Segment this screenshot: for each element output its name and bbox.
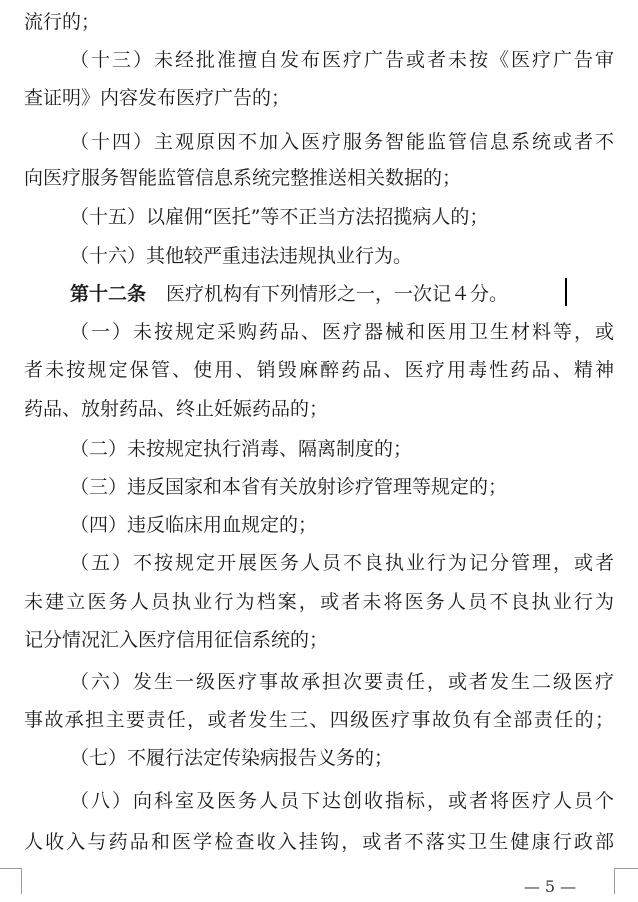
text-line: 者未按规定保管、使用、销毁麻醉药品、医疗用毒性药品、精神: [24, 359, 614, 381]
text-line: （七）不履行法定传染病报告义务的；: [70, 747, 394, 769]
text-line: 药品、放射药品、终止妊娠药品的；: [24, 398, 329, 420]
page-number: — 5 —: [523, 877, 577, 896]
text-line: 向医疗服务智能监管信息系统完整推送相关数据的；: [24, 167, 462, 189]
text-line: （四）违反临床用血规定的；: [70, 514, 318, 536]
text-line: （三）违反国家和本省有关放射诊疗管理等规定的；: [70, 476, 508, 498]
text-line: 记分情况汇入医疗信用征信系统的；: [24, 629, 329, 651]
crop-mark: [614, 868, 615, 894]
text-line: 人收入与药品和医学检查收入挂钩，或者不落实卫生健康行政部: [24, 831, 614, 853]
text-line: （十五）以雇佣“医托”等不正当方法招揽病人的；: [70, 206, 489, 228]
crop-mark: [614, 868, 638, 869]
text-line: 事故承担主要责任，或者发生三、四级医疗事故负有全部责任的；: [24, 709, 614, 731]
text-line: （二）未按规定执行消毒、隔离制度的；: [70, 438, 413, 460]
text-cursor: [565, 278, 567, 306]
text-line: （六）发生一级医疗事故承担次要责任，或者发生二级医疗: [70, 671, 614, 693]
text-line: （一）未按规定采购药品、医疗器械和医用卫生材料等，或: [70, 321, 614, 343]
text-line: 查证明》内容发布医疗广告的；: [24, 87, 291, 109]
crop-mark: [21, 868, 22, 894]
text-line: （十四）主观原因不加入医疗服务智能监管信息系统或者不: [70, 131, 614, 153]
text-line: 流行的；: [24, 11, 101, 33]
text-line: （十六）其他较严重违法违规执业行为。: [70, 245, 413, 267]
text-line: （五）不按规定开展医务人员不良执业行为记分管理，或者: [70, 552, 614, 574]
article-heading: 第十二条: [70, 283, 147, 305]
text-line: 未建立医务人员执业行为档案，或者未将医务人员不良执业行为: [24, 591, 614, 613]
article-line: [70, 276, 614, 312]
article-body: 医疗机构有下列情形之一，一次记４分。: [166, 283, 509, 305]
text-line: （八）向科室及医务人员下达创收指标，或者将医疗人员个: [70, 790, 614, 812]
crop-mark: [0, 868, 22, 869]
text-line: （十三）未经批准擅自发布医疗广告或者未按《医疗广告审: [70, 49, 614, 71]
